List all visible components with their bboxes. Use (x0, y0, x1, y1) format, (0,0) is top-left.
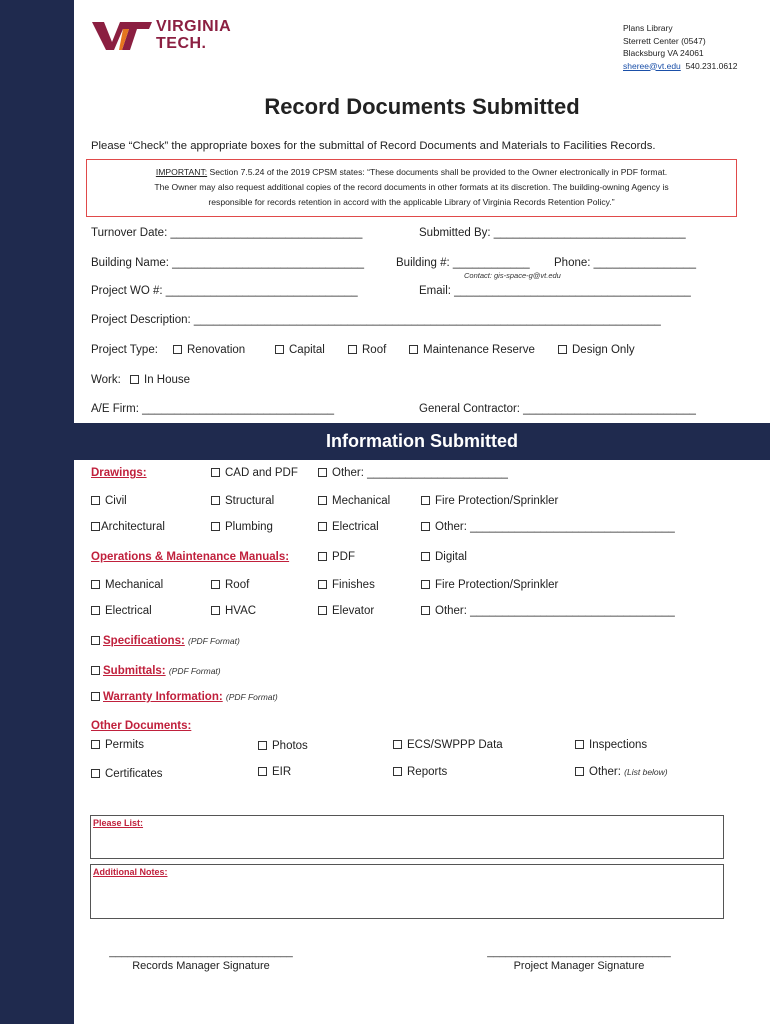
phone-field[interactable]: Phone: ________________ (554, 257, 696, 269)
ae-firm-field[interactable]: A/E Firm: ______________________________ (91, 403, 334, 415)
checkbox-cad-pdf[interactable]: CAD and PDF (211, 467, 298, 479)
checkbox-maintenance-reserve[interactable]: Maintenance Reserve (409, 344, 535, 356)
checkbox-drawings-electrical[interactable]: Electrical (318, 521, 379, 533)
checkbox-roof[interactable]: Roof (348, 344, 386, 356)
turnover-date-field[interactable]: Turnover Date: ______________________________ (91, 227, 363, 239)
vt-logo-icon (92, 20, 152, 52)
checkbox-om-mechanical[interactable]: Mechanical (91, 579, 163, 591)
other-documents-label: Other Documents: (91, 720, 192, 732)
general-contractor-field[interactable]: General Contractor: ___________________________ (419, 403, 696, 415)
building-number-field[interactable]: Building #: ____________ (396, 257, 530, 269)
checkbox-other-documents[interactable]: Other: (List below) (575, 766, 668, 778)
address-line: Sterrett Center (0547) (623, 35, 706, 46)
checkbox-warranty[interactable]: Warranty Information: (PDF Format) (91, 691, 278, 703)
work-label: Work: (91, 374, 121, 386)
project-wo-field[interactable]: Project WO #: ______________________________ (91, 285, 358, 297)
checkbox-reports[interactable]: Reports (393, 766, 447, 778)
checkbox-om-elevator[interactable]: Elevator (318, 605, 374, 617)
project-type-label: Project Type: (91, 344, 158, 356)
page-title: Record Documents Submitted (264, 94, 580, 119)
important-line2: The Owner may also request additional copies of the record documents in other formats at its discretion. The building-owning Agency is (154, 182, 669, 192)
checkbox-drawings-other-top[interactable]: Other: ______________________ (318, 467, 508, 479)
form-page (74, 0, 770, 1024)
records-manager-signature-line[interactable]: ______________________________ (109, 946, 293, 958)
checkbox-om-other[interactable]: Other: ________________________________ (421, 605, 675, 617)
checkbox-plumbing[interactable]: Plumbing (211, 521, 273, 533)
checkbox-photos[interactable]: Photos (258, 740, 308, 752)
address-line: Blacksburg VA 24061 (623, 48, 704, 58)
checkbox-om-hvac[interactable]: HVAC (211, 605, 256, 617)
checkbox-specifications[interactable]: Specifications: (PDF Format) (91, 635, 240, 647)
checkbox-architectural[interactable]: Architectural (91, 521, 165, 533)
checkbox-certificates[interactable]: Certificates (91, 768, 163, 780)
om-manuals-label: Operations & Maintenance Manuals: (91, 551, 290, 563)
checkbox-renovation[interactable]: Renovation (173, 344, 245, 356)
please-list-textarea[interactable] (90, 815, 724, 859)
logo-wordmark-line1: VIRGINIA (156, 18, 232, 35)
address-line: Plans Library (623, 23, 673, 33)
vt-logo (92, 18, 252, 56)
contact-address (623, 22, 738, 72)
checkbox-drawings-other[interactable]: Other: ________________________________ (421, 521, 675, 533)
left-sidebar-band (0, 0, 74, 1024)
submitted-by-field[interactable]: Submitted By: ______________________________ (419, 227, 686, 239)
checkbox-eir[interactable]: EIR (258, 766, 291, 778)
checkbox-submittals[interactable]: Submittals: (PDF Format) (91, 665, 221, 677)
checkbox-om-digital[interactable]: Digital (421, 551, 467, 563)
important-line3: responsible for records retention in accord with the applicable Library of Virginia Records Retention Policy.” (208, 197, 615, 207)
checkbox-drawings-mechanical[interactable]: Mechanical (318, 495, 390, 507)
project-manager-signature-label: Project Manager Signature (513, 960, 645, 972)
checkbox-structural[interactable]: Structural (211, 495, 274, 507)
checkbox-ecs-swppp[interactable]: ECS/SWPPP Data (393, 739, 503, 751)
records-manager-signature-label: Records Manager Signature (132, 960, 270, 972)
checkbox-om-electrical[interactable]: Electrical (91, 605, 152, 617)
checkbox-in-house[interactable]: In House (130, 374, 190, 386)
project-description-field[interactable]: Project Description: _________________________________________________________________________ (91, 314, 661, 326)
checkbox-om-finishes[interactable]: Finishes (318, 579, 375, 591)
building-name-field[interactable]: Building Name: ______________________________ (91, 257, 365, 269)
checkbox-om-roof[interactable]: Roof (211, 579, 249, 591)
instructions-text: Please “Check” the appropriate boxes for the submittal of Record Documents and Materials to Facilities Records. (91, 140, 656, 152)
project-manager-signature-line[interactable]: ______________________________ (487, 946, 671, 958)
important-notice (86, 159, 737, 217)
additional-notes-label: Additional Notes: (93, 867, 168, 877)
logo-wordmark-line2: TECH. (156, 35, 207, 52)
checkbox-permits[interactable]: Permits (91, 739, 144, 751)
phone-number: 540.231.0612 (685, 60, 738, 71)
important-label: IMPORTANT: (155, 167, 208, 177)
checkbox-om-pdf[interactable]: PDF (318, 551, 355, 563)
please-list-label: Please List: (93, 818, 144, 828)
checkbox-om-fire[interactable]: Fire Protection/Sprinkler (421, 579, 558, 591)
checkbox-capital[interactable]: Capital (275, 344, 325, 356)
checkbox-drawings-fire[interactable]: Fire Protection/Sprinkler (421, 495, 558, 507)
checkbox-inspections[interactable]: Inspections (575, 739, 647, 751)
email-field[interactable]: Email: _____________________________________ (419, 285, 691, 297)
drawings-label: Drawings: (91, 467, 147, 479)
checkbox-design-only[interactable]: Design Only (558, 344, 635, 356)
additional-notes-textarea[interactable] (90, 864, 724, 919)
section-header-information-submitted: Information Submitted (74, 423, 770, 460)
checkbox-civil[interactable]: Civil (91, 495, 127, 507)
contact-note: Contact: gis-space-g@vt.edu (464, 271, 561, 280)
email-link[interactable]: sheree@vt.edu (623, 60, 681, 71)
important-line1: Section 7.5.24 of the 2019 CPSM states: “These documents shall be provided to the Owner electronically in PDF format. (207, 167, 668, 177)
